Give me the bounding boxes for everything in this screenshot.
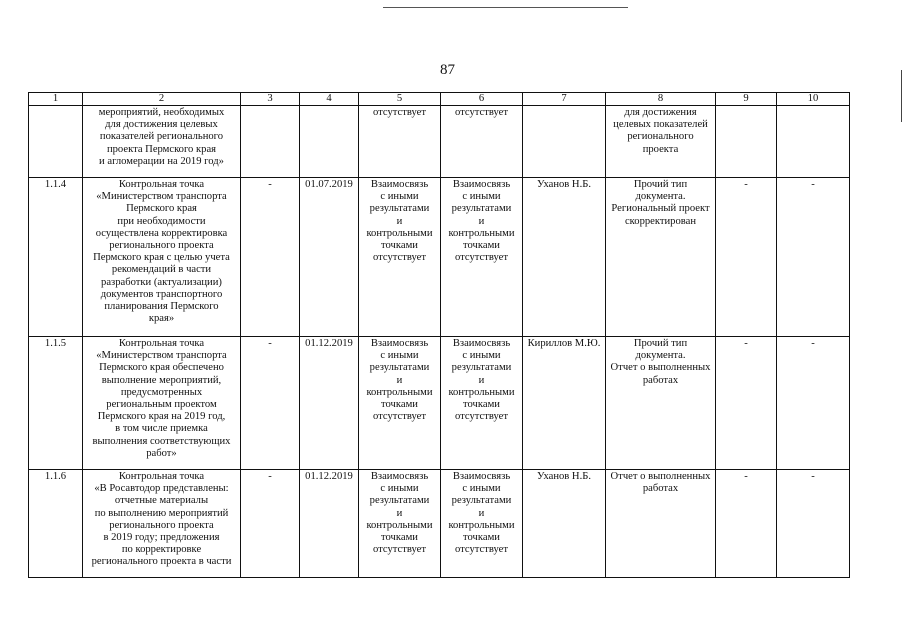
column-header-10: 10 [777,93,850,106]
table-row [29,470,850,578]
cell-result: Прочий тип документа. Отчет о выполненных работах [606,337,716,470]
plan-table [28,92,850,578]
cell-col9: - [716,337,777,470]
cell-date: 01.12.2019 [300,337,359,470]
column-header-9: 9 [716,93,777,106]
cell-number: 1.1.5 [29,337,83,470]
column-header-5: 5 [359,93,441,106]
table-row [29,106,850,178]
top-rule [383,7,628,8]
cell-col9: - [716,470,777,578]
cell-col6: отсутствует [441,106,523,178]
cell-number [29,106,83,178]
cell-col3: - [241,178,300,337]
cell-col6: Взаимосвязь с иными результатами и контрольными точками отсутствует [441,470,523,578]
cell-description: Контрольная точка «В Росавтодор представлены: отчетные материалы по выполнению мероприятий регионального проекта в 2019 году; предложения по корректировке регионального проекта в части [83,470,241,578]
cell-col3: - [241,337,300,470]
cell-col3: - [241,470,300,578]
cell-date: 01.12.2019 [300,470,359,578]
cell-number: 1.1.6 [29,470,83,578]
cell-result: Прочий тип документа. Региональный проект скорректирован [606,178,716,337]
cell-col10 [777,106,850,178]
cell-date: 01.07.2019 [300,178,359,337]
column-header-8: 8 [606,93,716,106]
column-header-6: 6 [441,93,523,106]
cell-responsible: Уханов Н.Б. [523,178,606,337]
cell-description: мероприятий, необходимых для достижения целевых показателей регионального проекта Пермского края и агломерации на 2019 год» [83,106,241,178]
column-header-7: 7 [523,93,606,106]
cell-col5: Взаимосвязь с иными результатами и контрольными точками отсутствует [359,337,441,470]
cell-result: для достижения целевых показателей регионального проекта [606,106,716,178]
table-row [29,337,850,470]
column-header-1: 1 [29,93,83,106]
cell-responsible: Кириллов М.Ю. [523,337,606,470]
cell-col10: - [777,470,850,578]
page-number: 87 [440,62,455,78]
cell-description: Контрольная точка «Министерством транспорта Пермского края при необходимости осуществлена корректировка регионального проекта Пермского края с целью учета рекомендаций в части разработки (актуализации) документов транспортного планирования Пермского края» [83,178,241,337]
cell-result: Отчет о выполненных работах [606,470,716,578]
column-header-3: 3 [241,93,300,106]
cell-responsible: Уханов Н.Б. [523,470,606,578]
cell-col9: - [716,178,777,337]
cell-col9 [716,106,777,178]
cell-col6: Взаимосвязь с иными результатами и контрольными точками отсутствует [441,178,523,337]
cell-description: Контрольная точка «Министерством транспорта Пермского края обеспечено выполнение мероприятий, предусмотренных региональным проектом Пермского края на 2019 год, в том числе приемка выполнения соответствующих работ» [83,337,241,470]
cell-col10: - [777,337,850,470]
cell-number: 1.1.4 [29,178,83,337]
cell-col3 [241,106,300,178]
cell-col5: Взаимосвязь с иными результатами и контрольными точками отсутствует [359,470,441,578]
scan-edge-mark [901,70,902,122]
table-row [29,178,850,337]
column-header-4: 4 [300,93,359,106]
cell-responsible [523,106,606,178]
table-header-row [29,93,850,106]
cell-col6: Взаимосвязь с иными результатами и контрольными точками отсутствует [441,337,523,470]
cell-col5: Взаимосвязь с иными результатами и контрольными точками отсутствует [359,178,441,337]
cell-col5: отсутствует [359,106,441,178]
cell-col10: - [777,178,850,337]
column-header-2: 2 [83,93,241,106]
cell-date [300,106,359,178]
